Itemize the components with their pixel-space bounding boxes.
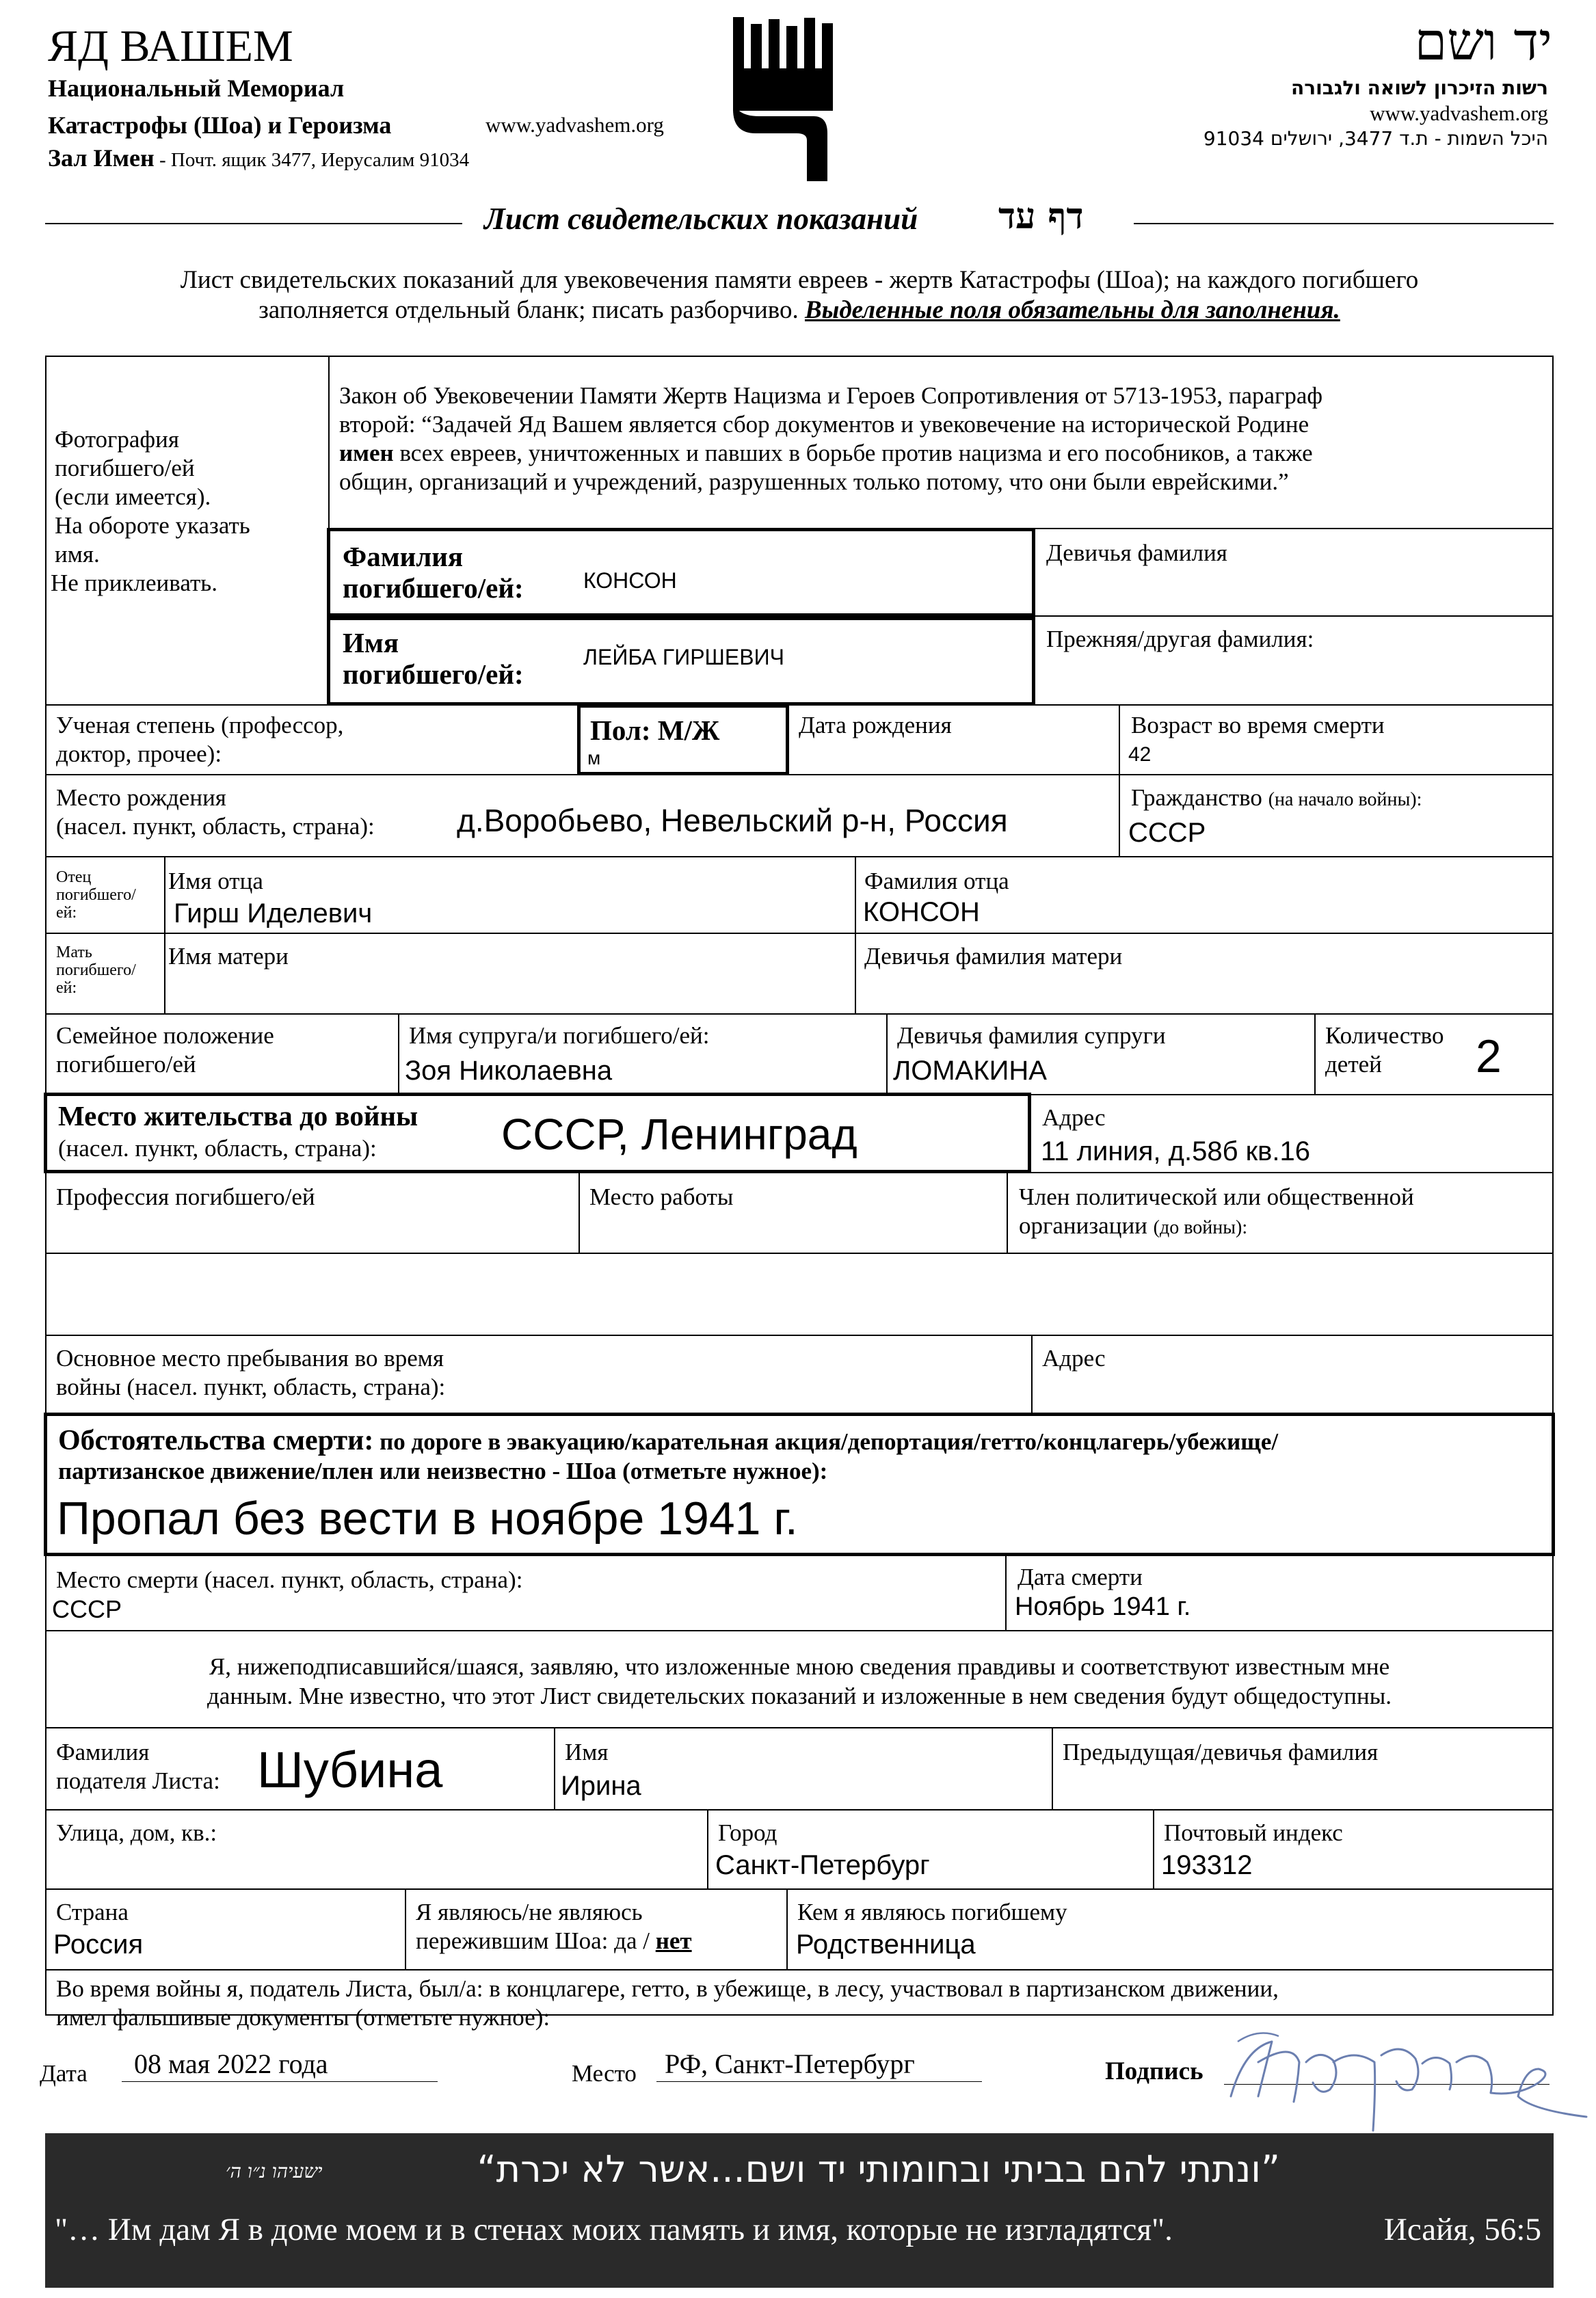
zip-label: Почтовый индекс: [1164, 1819, 1343, 1846]
residence-address-label: Адрес: [1042, 1104, 1106, 1131]
russian-quote-ref: Исайя, 56:5: [1383, 2212, 1541, 2247]
death-circumstances-box[interactable]: [44, 1413, 1555, 1556]
label-line: детей: [1325, 1051, 1382, 1078]
father-surname-value[interactable]: КОНСОН: [863, 897, 980, 927]
law-text-line: общин, организаций и учреждений, разрушенных только потому, что они были еврейскими.”: [339, 468, 1289, 495]
law-text-line: Закон об Увековечении Памяти Жертв Нацизма и Героев Сопротивления от 5713-1953, параграф: [339, 382, 1323, 409]
law-text-rest: всех евреев, уничтоженных и павших в борьбе против нацизма и его пособников, а также: [393, 440, 1313, 466]
residence-sublabel: (насел. пункт, область, страна):: [58, 1135, 377, 1162]
age-label: Возраст во время смерти: [1131, 712, 1385, 738]
form-title-he: דף עד: [998, 196, 1084, 237]
submitter-prev-name-label: Предыдущая/девичья фамилия: [1063, 1739, 1379, 1765]
father-name-label: Имя отца: [168, 868, 263, 894]
father-surname-label: Фамилия отца: [864, 868, 1009, 894]
hall-of-names-address: [48, 144, 469, 174]
victim-first-name-value[interactable]: ЛЕЙБА ГИРШЕВИЧ: [583, 645, 784, 669]
country-label: Страна: [56, 1899, 129, 1925]
hebrew-quote-ref: ישעיהו נ״ו ה׳: [226, 2160, 323, 2182]
victim-surname-label: [343, 541, 524, 604]
residence-box[interactable]: [44, 1093, 1031, 1173]
intro-line-2: [45, 295, 1554, 325]
submitter-name-label: Имя: [565, 1739, 609, 1765]
citizenship-note: (на начало войны):: [1268, 789, 1422, 810]
intro-required-note: Выделенные поля обязательны для заполнения.: [804, 296, 1340, 324]
intro-line-1: Лист свидетельских показаний для увековечения памяти евреев - жертв Катастрофы (Шоа); на каждого погибшего: [180, 266, 1419, 294]
victim-first-name-label: [343, 627, 524, 690]
hall-of-names-postal: - Почт. ящик 3477, Иерусалим 91034: [154, 149, 470, 171]
title-rule-left: [45, 223, 462, 224]
photo-note-line: Не приклеивать.: [51, 570, 217, 596]
label-line: погибшего/ей:: [343, 658, 524, 690]
label-line: Количество: [1325, 1022, 1444, 1049]
wartime-place-label: [56, 1344, 445, 1402]
law-text: [339, 382, 1550, 496]
membership-label: [1019, 1183, 1414, 1242]
label-line: Во время войны я, податель Листа, был/а: в концлагере, гетто, в убежище, в лесу, участвовал в партизанском движении,: [56, 1975, 1279, 2002]
zip-value[interactable]: 193312: [1161, 1850, 1253, 1880]
residence-label: Место жительства до войны: [58, 1100, 418, 1132]
submitter-name-value[interactable]: Ирина: [561, 1771, 641, 1801]
label-line: погибшего/: [56, 961, 136, 979]
signature-label: Подпись: [1105, 2057, 1203, 2085]
label-line: Место рождения: [56, 784, 226, 811]
member-note: (до войны):: [1153, 1217, 1248, 1238]
place-label: Место: [572, 2060, 637, 2087]
law-text-line: второй: “Задачей Яд Вашем является сбор документов и увековечение на исторической Родине: [339, 411, 1309, 438]
father-name-value[interactable]: Гирш Иделевич: [174, 898, 373, 928]
profession-label: Профессия погибшего/ей: [56, 1184, 315, 1210]
hall-of-names-label: Зал Имен: [48, 144, 155, 172]
mother-maiden-label: Девичья фамилия матери: [864, 943, 1123, 970]
photo-note-line: погибшего/ей: [55, 455, 195, 481]
death-date-label: Дата смерти: [1018, 1564, 1143, 1590]
quote-banner: [45, 2133, 1554, 2288]
label-line: доктор, прочее):: [56, 740, 222, 767]
address-he: היכל השמות - ת.ד 3477, ירושלים 91034: [1203, 127, 1548, 150]
birthplace-value[interactable]: д.Воробьево, Невельский р-н, Россия: [457, 803, 1008, 838]
date-underline: [122, 2081, 438, 2082]
spouse-name-value[interactable]: Зоя Николаевна: [405, 1056, 613, 1086]
death-place-value[interactable]: СССР: [52, 1595, 122, 1623]
citizenship-label-text: Гражданство: [1131, 784, 1262, 811]
death-circ-options: по дороге в эвакуацию/карательная акция/депортация/гетто/концлагерь/убежище/: [373, 1428, 1279, 1455]
city-label: Город: [718, 1819, 777, 1846]
website-right[interactable]: www.yadvashem.org: [1370, 101, 1548, 125]
spouse-name-label: Имя супруга/и погибшего/ей:: [409, 1022, 710, 1049]
photo-note-line: На обороте указать: [55, 512, 250, 539]
hebrew-quote: ”ונתתי להם בביתי ובחומותי יד ושם...אשר לא יכרת“: [477, 2148, 1280, 2191]
country-value[interactable]: Россия: [53, 1929, 144, 1960]
signature-icon[interactable]: [1217, 2021, 1596, 2137]
street-label: Улица, дом, кв.:: [56, 1819, 217, 1846]
submitter-surname-value[interactable]: Шубина: [257, 1741, 443, 1798]
date-label: Дата: [40, 2060, 88, 2087]
org-name-he: יד ושם: [1414, 11, 1552, 72]
maiden-name-label: Девичья фамилия: [1046, 539, 1227, 566]
label-line: ей:: [56, 979, 77, 997]
label-line: войны (насел. пункт, область, страна):: [56, 1374, 446, 1400]
death-circ-label-line-1: [58, 1426, 1278, 1457]
russian-quote: "… Им дам Я в доме моем и в стенах моих память и имя, которые не изгладятся".: [55, 2212, 1173, 2247]
label-line: Отец: [56, 868, 92, 886]
other-name-label: Прежняя/другая фамилия:: [1046, 626, 1314, 652]
death-circumstances-value[interactable]: Пропал без вести в ноябре 1941 г.: [57, 1493, 798, 1545]
submitter-wartime-label: [56, 1975, 1279, 2032]
photo-note-line: имя.: [55, 541, 100, 567]
photo-note-line: Фотография: [55, 426, 179, 453]
org-line2: Национальный Мемориал: [48, 75, 345, 102]
victim-surname-value[interactable]: КОНСОН: [583, 568, 677, 593]
date-value[interactable]: 08 мая 2022 года: [134, 2048, 328, 2079]
residence-address-value[interactable]: 11 линия, д.58б кв.16: [1041, 1136, 1310, 1166]
spouse-maiden-label: Девичья фамилия супруги: [897, 1022, 1166, 1049]
gender-label: Пол: М/Ж: [590, 714, 720, 746]
intro-line-2-text: заполняется отдельный бланк; писать разборчиво.: [258, 296, 805, 324]
degree-label: [56, 711, 343, 769]
marital-status-label: [56, 1021, 274, 1079]
citizenship-label: [1131, 784, 1422, 814]
law-text-bold: имен: [339, 440, 394, 466]
label-line: Имя: [343, 627, 399, 658]
label-line: Основное место пребывания во время: [56, 1345, 444, 1372]
submitter-surname-label: [56, 1738, 220, 1795]
website-left[interactable]: www.yadvashem.org: [486, 113, 664, 137]
survivor-label: [416, 1898, 692, 1955]
label-line: Фамилия: [56, 1739, 150, 1765]
mother-side-label: [56, 944, 136, 997]
gender-value[interactable]: м: [587, 747, 601, 769]
death-circ-label-line-2: партизанское движение/плен или неизвестно - Шоа (отметьте нужное):: [58, 1458, 828, 1484]
mother-name-label: Имя матери: [168, 943, 289, 970]
law-text-line: [339, 439, 1550, 468]
age-value[interactable]: 42: [1128, 743, 1152, 766]
photo-note-line: (если имеется).: [55, 483, 211, 510]
death-date-value[interactable]: Ноябрь 1941 г.: [1015, 1592, 1191, 1621]
label-line: Мать: [56, 944, 92, 961]
children-value[interactable]: 2: [1476, 1030, 1502, 1082]
spouse-maiden-value[interactable]: ЛОМАКИНА: [893, 1056, 1047, 1086]
survivor-options: : да /: [601, 1927, 656, 1954]
org-name-ru: ЯД ВАШЕМ: [48, 21, 293, 71]
label-line: Ученая степень (профессор,: [56, 712, 344, 738]
label-line: ей:: [56, 904, 77, 922]
children-label: [1325, 1021, 1444, 1079]
label-line: Член политической или общественной: [1019, 1184, 1414, 1210]
victim-first-name-box[interactable]: [327, 617, 1035, 706]
label-line: погибшего/ей:: [343, 572, 524, 604]
label-line: Фамилия: [343, 541, 464, 572]
father-side-label: [56, 868, 136, 922]
title-rule-right: [1134, 223, 1554, 224]
photo-note: [51, 425, 250, 598]
yad-vashem-logo-icon: [725, 14, 848, 185]
declaration-line-1: Я, нижеподписавшийся/шаяся, заявляю, что изложенные мною сведения правдивы и соответствуют известным мне: [209, 1653, 1390, 1680]
label-line: Я являюсь/не являюсь: [416, 1899, 643, 1925]
label-line: Семейное положение: [56, 1022, 274, 1049]
victim-surname-box[interactable]: [327, 528, 1035, 617]
place-underline: [656, 2081, 982, 2082]
label-line: пережившим Шоа: [416, 1927, 602, 1954]
org-line3: Катастрофы (Шоа) и Героизма: [48, 111, 392, 139]
death-circ-label: Обстоятельства смерти:: [58, 1425, 374, 1456]
birthplace-label: [56, 784, 375, 841]
label-line: погибшего/ей: [56, 1051, 196, 1078]
death-place-label: Место смерти (насел. пункт, область, страна):: [56, 1566, 523, 1593]
citizenship-value[interactable]: СССР: [1128, 818, 1206, 848]
label-line: организации: [1019, 1212, 1147, 1239]
city-value[interactable]: Санкт-Петербург: [715, 1850, 930, 1880]
wartime-address-label: Адрес: [1042, 1345, 1106, 1372]
gender-box[interactable]: [577, 704, 789, 775]
survivor-selected[interactable]: нет: [655, 1927, 692, 1954]
label-line: имел фальшивые документы (отметьте нужное):: [56, 2004, 550, 2031]
label-line: подателя Листа:: [56, 1767, 220, 1794]
relation-value[interactable]: Родственница: [796, 1929, 976, 1960]
declaration-line-2: данным. Мне известно, что этот Лист свидетельских показаний и изложенные в нем сведения будут общедоступны.: [207, 1683, 1392, 1709]
relation-label: Кем я являюсь погибшему: [797, 1899, 1067, 1925]
birth-date-label: Дата рождения: [799, 712, 952, 738]
label-line: погибшего/: [56, 886, 136, 904]
form-title: Лист свидетельских показаний: [484, 202, 918, 236]
label-line: (насел. пункт, область, страна):: [56, 813, 375, 840]
residence-value[interactable]: СССР, Ленинград: [501, 1110, 857, 1159]
workplace-label: Место работы: [589, 1184, 734, 1210]
blank-row-divider: [45, 1335, 1554, 1336]
org-line2-he: רשות הזיכרון לשואה ולגבורה: [1291, 77, 1548, 99]
place-value[interactable]: РФ, Санкт-Петербург: [665, 2048, 915, 2079]
